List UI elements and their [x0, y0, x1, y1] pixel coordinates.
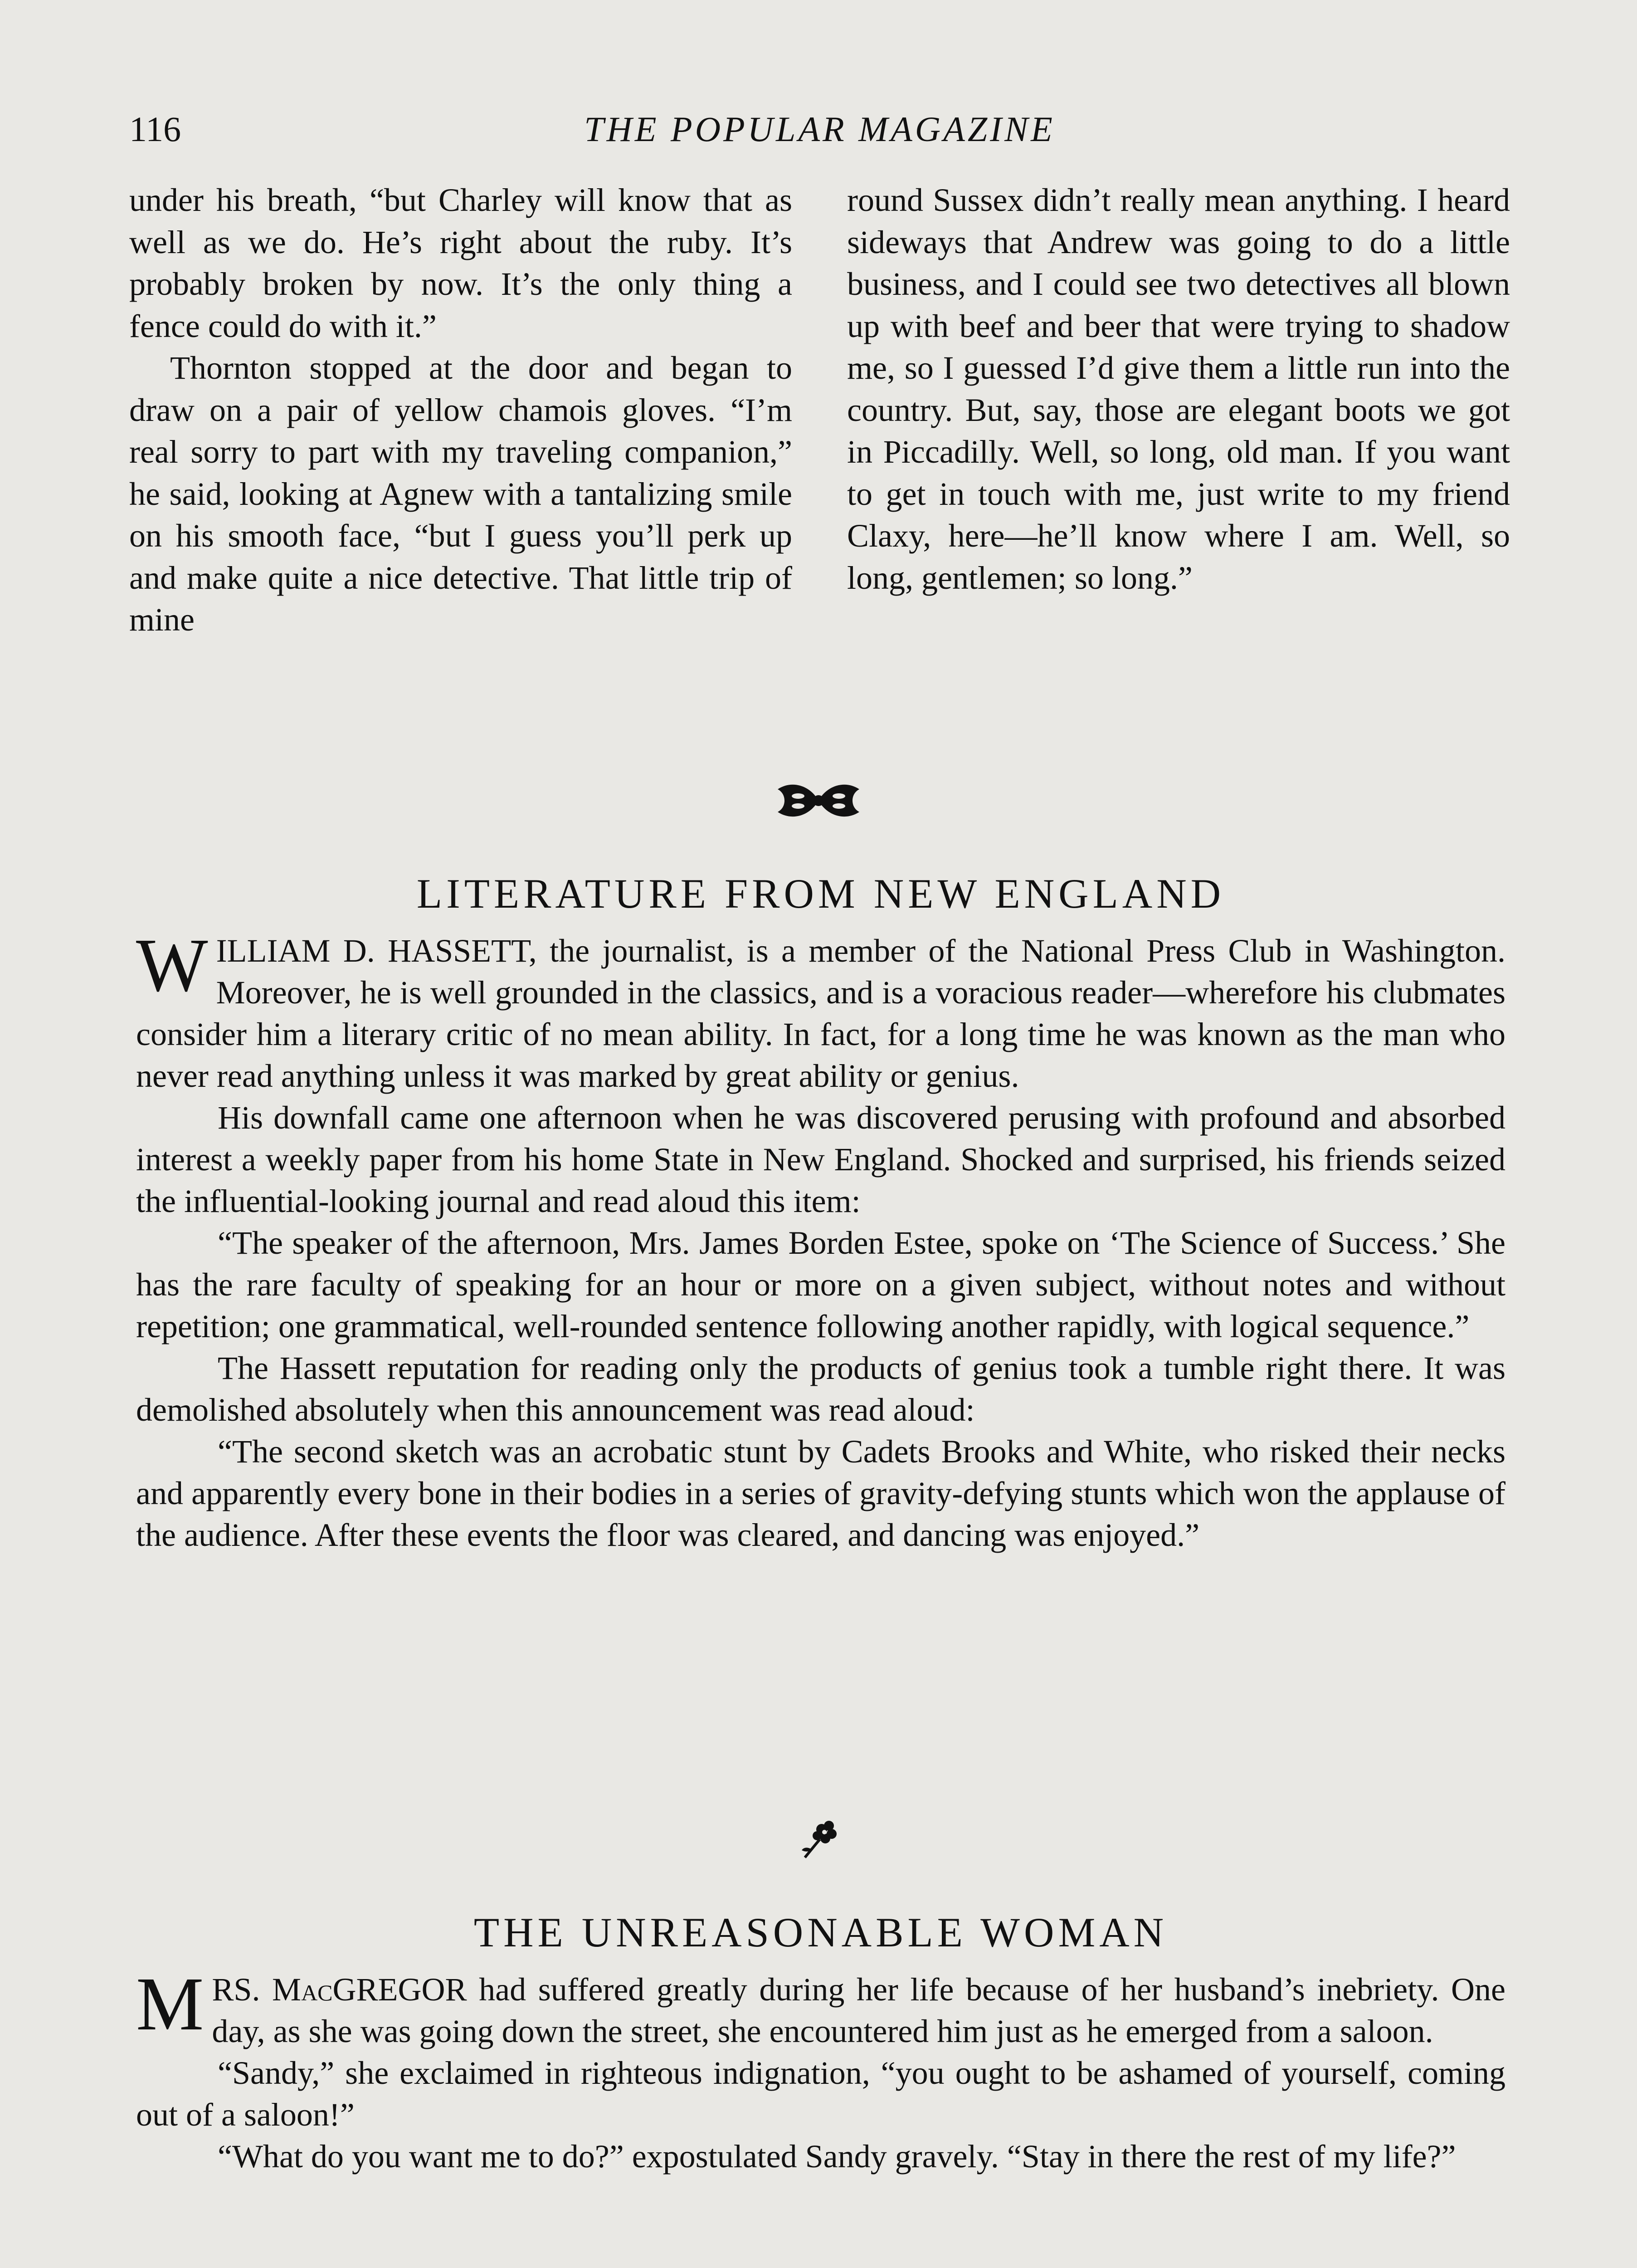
page-header — [129, 102, 1510, 156]
article-title: LITERATURE FROM NEW ENGLAND — [416, 870, 1225, 917]
paragraph: “The second sketch was an acrobatic stunt by Cadets Brooks and White, who risked their necks and apparently every bone in their bodies in a series of gravity-defying stunts which won the applause of the audience. After these events the floor was cleared, and dancing was enjoyed.” — [136, 1433, 1505, 1553]
paragraph: The Hassett reputation for reading only the products of genius took a tumble right there. It was demolished absolutely when this announcement was read aloud: — [136, 1350, 1505, 1428]
first-paragraph-text: had suffered greatly during her life because of her husband’s inebriety. One day, as she was going down the street, she encountered him just as he emerged from a saloon. — [212, 1971, 1505, 2049]
article-body — [136, 1962, 1505, 2177]
story-continuation — [129, 179, 1510, 641]
article-unreasonable-woman — [136, 1901, 1505, 2177]
paragraph: “What do you want me to do?” expostulated Sandy gravely. “Stay in there the rest of my life?” — [218, 2138, 1456, 2175]
article-body — [136, 923, 1505, 1556]
first-paragraph — [136, 923, 1505, 1097]
dropcap: W — [136, 923, 208, 1007]
right-column-paragraph: round Sussex didn’t really mean anything. I heard sideways that Andrew was going to do a little business, and I could see two detectives all blown up with beef and beer that were trying to shadow me, so I guessed I’d give them a little run into the country. But, say, those are elegant boots we got in Piccadilly. Well, so long, old man. If you want to get in touch with me, just write to my friend Claxy, here—he’ll know where I am. Well, so long, gentlemen; so long.” — [847, 182, 1510, 596]
dropcap: M — [136, 1962, 204, 2046]
article-title: THE UNREASONABLE WOMAN — [473, 1909, 1168, 1955]
running-title: THE POPULAR MAGAZINE — [584, 109, 1055, 149]
left-column — [129, 179, 792, 641]
first-paragraph-smallcaps: RS. MacGREGOR — [212, 1971, 467, 2008]
first-paragraph — [136, 1962, 1505, 2052]
paragraph: His downfall came one afternoon when he was discovered perusing with profound and absorbed interest a weekly paper from his home State in New England. Shocked and surprised, his friends seized the influential-looking journal and read aloud this item: — [136, 1100, 1505, 1219]
left-column-paragraph: Thornton stopped at the door and began to draw on a pair of yellow chamois gloves. “I’m real sorry to part with my traveling companion,” he said, looking at Agnew with a tantalizing smile on his smooth face, “but I guess you’ll perk up and make quite a nice detective. That little trip of mine — [129, 350, 792, 638]
flower-ornament-icon — [794, 1812, 843, 1862]
first-paragraph-text: ILLIAM D. HASSETT, the journalist, is a member of the National Press Club in Washington. Moreover, he is well grounded in the classics, and is a voracious reader—wherefore his clubmates consider him a literary critic of no mean ability. In fact, for a long time he was known as the man who never read anything unless it was marked by great ability or genius. — [136, 933, 1505, 1094]
article-literature — [136, 862, 1505, 1556]
left-column-paragraph: under his breath, “but Charley will know that as well as we do. He’s right about the ruby. It’s probably broken by now. It’s the only thing a fence could do with it.” — [129, 182, 792, 344]
paragraph: “Sandy,” she exclaimed in righteous indignation, “you ought to be ashamed of yourself, coming out of a saloon!” — [136, 2055, 1505, 2133]
bow-ornament-icon — [773, 776, 864, 826]
right-column — [847, 179, 1510, 641]
paragraph: “The speaker of the afternoon, Mrs. James Borden Estee, spoke on ‘The Science of Success.’ She has the rare faculty of speaking for an hour or more on a given subject, without notes and without repetition; one grammatical, well-rounded sentence following another rapidly, with logical sequence.” — [136, 1225, 1505, 1344]
page-number: 116 — [129, 109, 181, 149]
